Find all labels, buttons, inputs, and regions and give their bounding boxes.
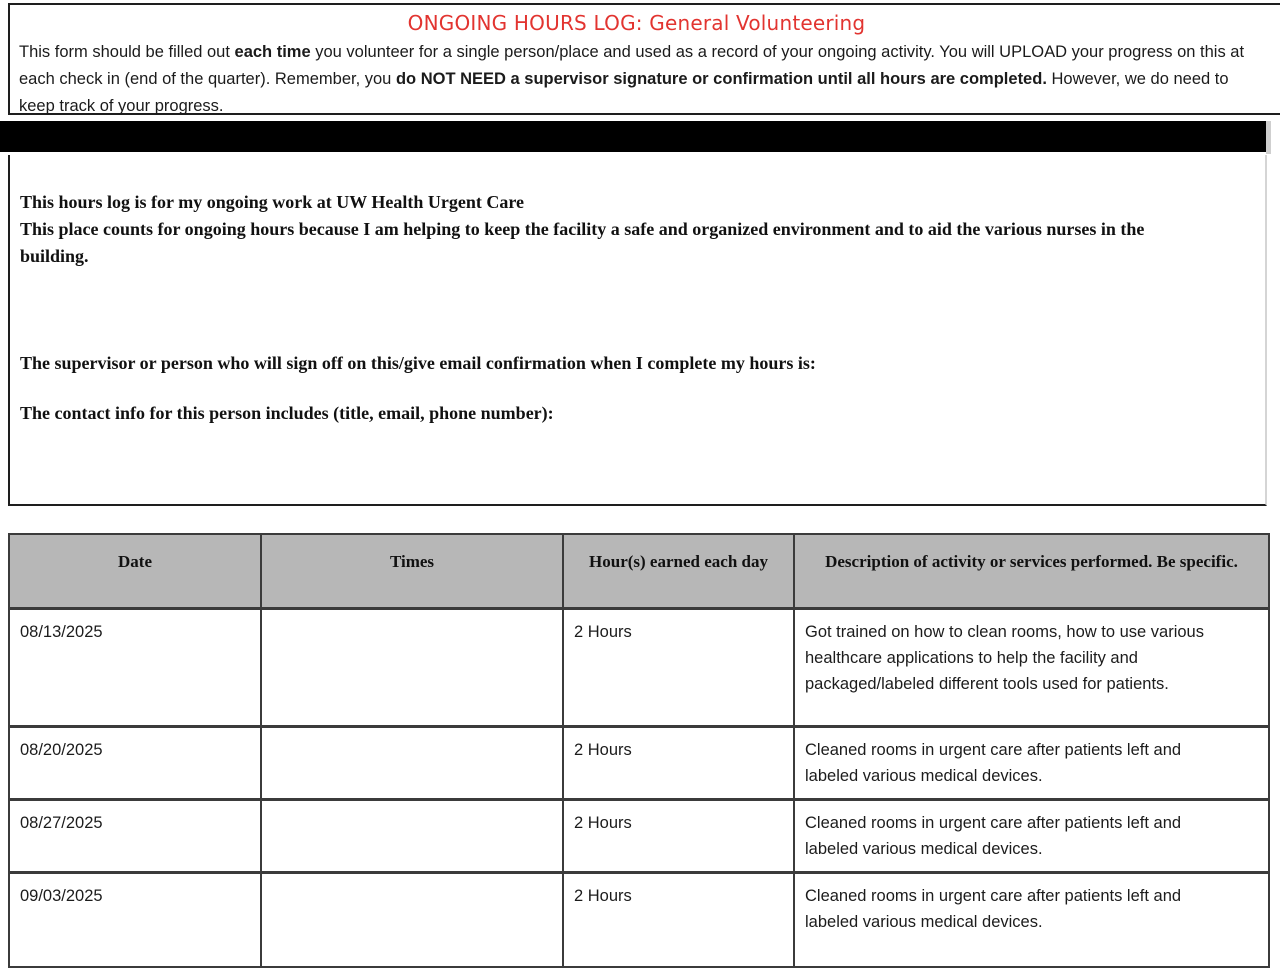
- cell-desc[interactable]: Cleaned rooms in urgent care after patients left and labeled various medical devices.: [794, 799, 1269, 872]
- instructions-paragraph: [19, 39, 1265, 120]
- cell-times[interactable]: [261, 872, 563, 967]
- instructions-box: [8, 3, 1280, 115]
- table-row: [9, 872, 1269, 967]
- hours-log-table-header: [9, 534, 1269, 608]
- info-box: [8, 155, 1267, 506]
- cell-desc[interactable]: Got trained on how to clean rooms, how to use various healthcare applications to help the facility and packaged/labeled different tools used for patients.: [794, 608, 1269, 726]
- cell-date[interactable]: 08/13/2025: [9, 608, 261, 726]
- paragraph-text-run: However, we do need to keep track of your progress.: [19, 70, 1229, 115]
- paragraph-bold-run: do NOT NEED a supervisor signature or confirmation until all hours are completed.: [395, 70, 1047, 88]
- header-col-date: Date: [9, 534, 261, 608]
- cell-desc[interactable]: Cleaned rooms in urgent care after patients left and labeled various medical devices.: [794, 726, 1269, 799]
- cell-date[interactable]: 08/27/2025: [9, 799, 261, 872]
- section-divider-bar: [0, 121, 1266, 152]
- paragraph-bold-run: each time: [234, 43, 311, 61]
- paragraph-text-run: This form should be filled out: [19, 43, 235, 61]
- header-col-times: Times: [261, 534, 563, 608]
- cell-desc[interactable]: Cleaned rooms in urgent care after patients left and labeled various medical devices.: [794, 872, 1269, 967]
- paragraph-text-run: you volunteer for a single person/place and used as a record of your ongoing activity. You will UPLOAD your progress on this at each check in (end of the quarter). Remember, you: [19, 43, 1245, 88]
- table-row: [9, 726, 1269, 799]
- info-line-3: The contact info for this person includes (title, email, phone number):: [20, 403, 554, 423]
- header-col-desc: Description of activity or services performed. Be specific.: [794, 534, 1269, 608]
- section-divider-bar-edge: [1266, 121, 1271, 154]
- info-line-0: This hours log is for my ongoing work at UW Health Urgent Care: [20, 192, 525, 212]
- cell-times[interactable]: [261, 726, 563, 799]
- cell-times[interactable]: [261, 608, 563, 726]
- hours-log-table: [8, 533, 1270, 968]
- document-title: ONGOING HOURS LOG: General Volunteering: [407, 11, 866, 35]
- cell-date[interactable]: 08/20/2025: [9, 726, 261, 799]
- table-row: [9, 608, 1269, 726]
- header-col-hours: Hour(s) earned each day: [563, 534, 794, 608]
- info-line-2: The supervisor or person who will sign off on this/give email confirmation when I complete my hours is:: [20, 353, 816, 373]
- cell-hours[interactable]: 2 Hours: [563, 726, 794, 799]
- cell-times[interactable]: [261, 799, 563, 872]
- table-row: [9, 799, 1269, 872]
- info-line-1: This place counts for ongoing hours because I am helping to keep the facility a safe and organized environment and to aid the various nurses in the building.: [20, 219, 1145, 266]
- cell-hours[interactable]: 2 Hours: [563, 799, 794, 872]
- cell-hours[interactable]: 2 Hours: [563, 872, 794, 967]
- cell-date[interactable]: 09/03/2025: [9, 872, 261, 967]
- cell-hours[interactable]: 2 Hours: [563, 608, 794, 726]
